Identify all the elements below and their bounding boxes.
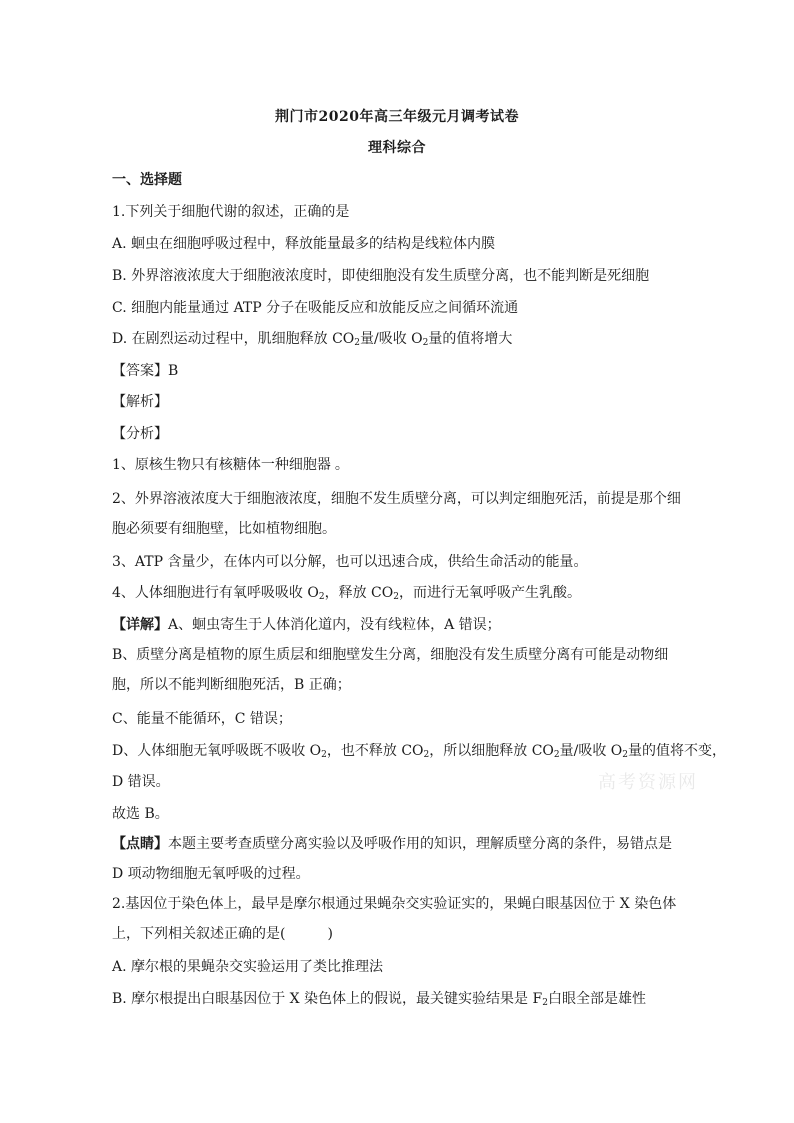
point-4-text-2: ，释放 CO bbox=[324, 585, 394, 601]
final-choice: 故选 B。 bbox=[112, 806, 169, 822]
detail-b: B、质壁分离是植物的原生质层和细胞壁发生分离，细胞没有发生质壁分离有可能是动物细胞，所以不能判断细胞死活，B 正确； bbox=[112, 647, 669, 693]
watermark: 高考资源网 bbox=[598, 772, 698, 793]
detail-tag: 【详解】 bbox=[112, 617, 168, 633]
question-2-option-a: A. 摩尔根的果蝇杂交实验运用了类比推理法 bbox=[112, 959, 384, 975]
question-2-stem: 2.基因位于染色体上，最早是摩尔根通过果蝇杂交实验证实的，果蝇白眼基因位于 X 染色体上，下列相关叙述正确的是( ) bbox=[112, 896, 677, 942]
detail-a-text: A、蛔虫寄生于人体消化道内，没有线粒体，A 错误； bbox=[168, 617, 501, 633]
detail-d-text-2: ，也不释放 CO bbox=[326, 743, 424, 759]
detail-d-text-1: D、人体细胞无氧呼吸既不吸收 O bbox=[112, 743, 322, 759]
question-2-option-b bbox=[112, 988, 684, 1008]
point-1-dot: 。 bbox=[334, 457, 349, 473]
detail-d-text-3: ，所以细胞释放 CO bbox=[429, 743, 554, 759]
detail-d-continued: D 错误。 bbox=[112, 774, 170, 790]
subscript: 2 bbox=[622, 750, 629, 760]
subscript: 2 bbox=[542, 998, 548, 1008]
subscript: 2 bbox=[423, 750, 430, 760]
question-1-option-b: B. 外界溶液浓度大于细胞液浓度时，即使细胞没有发生质壁分离，也不能判断是死细胞 bbox=[112, 268, 650, 284]
subscript: 2 bbox=[422, 338, 429, 348]
detail-d-text-4: 量/吸收 O bbox=[559, 743, 623, 759]
point-4-text-3: ，而进行无氧呼吸产生乳酸。 bbox=[398, 585, 581, 601]
subscript: 2 bbox=[553, 750, 560, 760]
question-1-option-c: C. 细胞内能量通过 ATP 分子在吸能反应和放能反应之间循环流通 bbox=[112, 300, 519, 316]
page-title: 荆门市2020年高三年级元月调考试卷 bbox=[275, 109, 519, 125]
analysis-point-1 bbox=[112, 454, 684, 474]
section-heading: 一、选择题 bbox=[112, 172, 182, 188]
subscript: 2 bbox=[393, 592, 399, 602]
option-d-text-1: D. 在剧烈运动过程中，肌细胞释放 CO bbox=[112, 331, 355, 347]
analysis-point-4 bbox=[112, 582, 684, 602]
subscript: 2 bbox=[318, 592, 325, 602]
question-1-stem: 1.下列关于细胞代谢的叙述，正确的是 bbox=[112, 204, 350, 220]
analysis-point-3: 3、ATP 含量少，在体内可以分解，也可以迅速合成，供给生命活动的能量。 bbox=[112, 554, 588, 570]
detail-d-text-5: 量的值将不变， bbox=[628, 743, 727, 759]
subscript: 2 bbox=[321, 750, 327, 760]
key-point-text: 本题主要考查质壁分离实验以及呼吸作用的知识，理解质壁分离的条件，易错点是 D 项动物细胞无氧呼吸的过程。 bbox=[112, 836, 672, 882]
question-1-option-a: A. 蛔虫在细胞呼吸过程中，释放能量最多的结构是线粒体内膜 bbox=[112, 236, 496, 252]
option-d-text-2: 量/吸收 O bbox=[360, 331, 423, 347]
subscript: 2 bbox=[354, 338, 360, 348]
analysis-point-2: 2、外界溶液浓度大于细胞液浓度，细胞不发生质壁分离，可以判定细胞死活，前提是那个细胞必须要有细胞壁，比如植物细胞。 bbox=[112, 491, 681, 537]
analysis-label: 【解析】 bbox=[112, 394, 168, 410]
q2-option-b-text-1: B. 摩尔根提出白眼基因位于 X 染色体上的假说，最关键实验结果是 F bbox=[112, 991, 543, 1007]
option-d-text-3: 量的值将增大 bbox=[428, 331, 513, 347]
point-4-text-1: 4、人体细胞进行有氧呼吸吸收 O bbox=[112, 585, 319, 601]
detail-c: C、能量不能循环，C 错误； bbox=[112, 711, 292, 727]
breakdown-label: 【分析】 bbox=[112, 426, 168, 442]
point-1-text: 1、原核生物只有核糖体一种细胞器 bbox=[112, 457, 331, 473]
question-1-option-d bbox=[112, 328, 684, 348]
answer-label: 【答案】B bbox=[112, 363, 179, 379]
key-point-tag: 【点睛】 bbox=[112, 836, 168, 852]
page-subtitle: 理科综合 bbox=[368, 140, 426, 156]
key-point bbox=[112, 829, 684, 889]
detail-d bbox=[112, 740, 727, 760]
q2-option-b-text-2: 白眼全部是雄性 bbox=[547, 991, 646, 1007]
detail-a bbox=[112, 614, 684, 634]
